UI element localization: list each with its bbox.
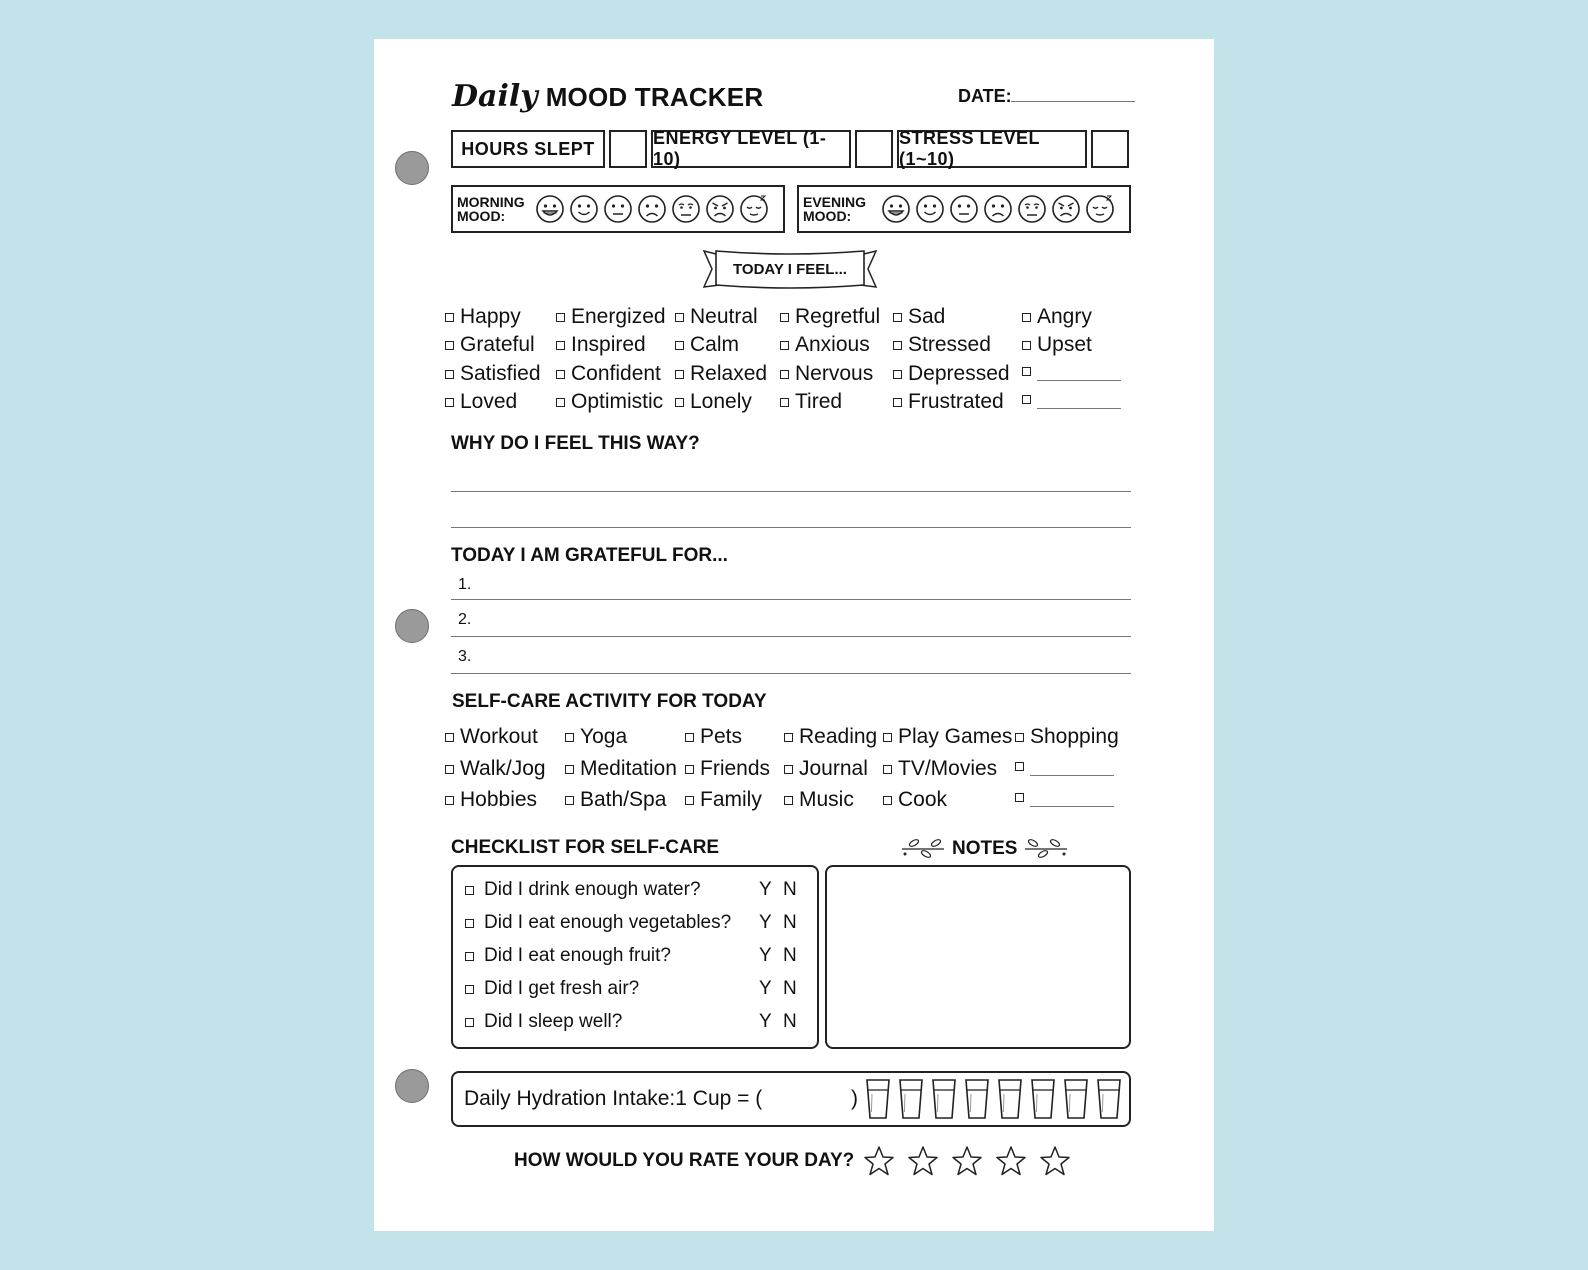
selfcare-option-shopping[interactable] (1015, 725, 1119, 749)
checkbox[interactable] (565, 796, 574, 805)
option-label: Happy (460, 305, 521, 328)
option-label: Yoga (580, 725, 628, 748)
option-label: Shopping (1030, 725, 1119, 748)
option-label: Satisfied (460, 362, 541, 385)
hours-slept-label: HOURS SLEPT (451, 130, 605, 168)
checkbox[interactable] (556, 341, 565, 350)
checkbox[interactable] (883, 733, 892, 742)
feel-option-confident[interactable] (556, 362, 661, 386)
checkbox[interactable] (465, 1018, 474, 1027)
option-label: Reading (799, 725, 878, 748)
option-label: Workout (460, 725, 538, 748)
notes-box[interactable] (825, 865, 1131, 1049)
feel-option-calm[interactable] (675, 333, 739, 357)
water-cup-icon[interactable] (898, 1078, 924, 1120)
checklist-title: CHECKLIST FOR SELF-CARE (451, 837, 720, 858)
option-label: Grateful (460, 333, 535, 356)
checkbox[interactable] (685, 796, 694, 805)
stress-level-label: STRESS LEVEL (1~10) (897, 130, 1087, 168)
binder-hole-middle (395, 609, 429, 643)
option-label: Tired (795, 390, 843, 413)
frowning-face-icon[interactable] (637, 194, 667, 224)
selfcare-option-pets[interactable] (685, 725, 742, 749)
date-label: DATE: (958, 86, 1012, 106)
option-label: Friends (700, 757, 771, 780)
checkbox[interactable] (784, 733, 793, 742)
hydration-close-paren: ) (851, 1087, 858, 1110)
feel-option-nervous[interactable] (780, 362, 873, 386)
checklist-item[interactable] (465, 912, 731, 934)
checkbox[interactable] (1015, 733, 1024, 742)
checkbox[interactable] (465, 952, 474, 961)
date-field[interactable] (1011, 101, 1135, 102)
notes-title-wrap (900, 837, 1069, 861)
selfcare-option-blank-2[interactable] (1015, 788, 1114, 807)
feel-option-upset[interactable] (1022, 333, 1092, 357)
checkbox[interactable] (556, 313, 565, 322)
feel-option-depressed[interactable] (893, 362, 1010, 386)
selfcare-option-music[interactable] (784, 788, 854, 812)
option-label: Nervous (795, 362, 874, 385)
selfcare-option-blank-1[interactable] (1015, 757, 1114, 776)
morning-label-line1: MORNING (457, 194, 525, 210)
checkbox[interactable] (780, 313, 789, 322)
selfcare-option-workout[interactable] (445, 725, 538, 749)
selfcare-option-reading[interactable] (784, 725, 877, 749)
no-option[interactable]: N (783, 1011, 797, 1032)
option-label: Loved (460, 390, 518, 413)
option-label: Journal (799, 757, 868, 780)
water-cup-icon[interactable] (1030, 1078, 1056, 1120)
binder-hole-bottom (395, 1069, 429, 1103)
why-line-2[interactable] (451, 527, 1131, 528)
checkbox[interactable] (465, 985, 474, 994)
feel-option-stressed[interactable] (893, 333, 991, 357)
feel-option-frustrated[interactable] (893, 390, 1004, 414)
checklist-box (451, 865, 819, 1049)
option-label: Hobbies (460, 788, 538, 811)
grateful-number-3: 3. (458, 648, 472, 665)
yes-option[interactable]: Y (759, 879, 772, 900)
checkbox[interactable] (1022, 367, 1031, 376)
checkbox[interactable] (784, 796, 793, 805)
checkbox[interactable] (675, 341, 684, 350)
water-cup-icon[interactable] (865, 1078, 891, 1120)
no-option[interactable]: N (783, 912, 797, 933)
feel-option-loved[interactable] (445, 390, 517, 414)
option-label: Neutral (690, 305, 758, 328)
option-label: Frustrated (908, 390, 1004, 413)
checkbox[interactable] (556, 398, 565, 407)
neutral-face-icon[interactable] (603, 194, 633, 224)
checkbox[interactable] (893, 341, 902, 350)
option-label: Sad (908, 305, 946, 328)
morning-mood-box (451, 185, 785, 233)
checkbox[interactable] (675, 398, 684, 407)
option-label: TV/Movies (898, 757, 998, 780)
option-label: Stressed (908, 333, 991, 356)
selfcare-option-walk-jog[interactable] (445, 757, 546, 781)
rating-star-icon[interactable] (1039, 1145, 1071, 1177)
checkbox[interactable] (445, 341, 454, 350)
selfcare-option-cook[interactable] (883, 788, 947, 812)
selfcare-option-hobbies[interactable] (445, 788, 537, 812)
binder-hole-top (395, 151, 429, 185)
checkbox[interactable] (685, 765, 694, 774)
feel-option-inspired[interactable] (556, 333, 646, 357)
checkbox[interactable] (445, 370, 454, 379)
option-label: Cook (898, 788, 948, 811)
selfcare-title: SELF-CARE ACTIVITY FOR TODAY (452, 691, 767, 712)
feel-option-lonely[interactable] (675, 390, 752, 414)
feel-option-angry[interactable] (1022, 305, 1092, 329)
rate-day-question: HOW WOULD YOU RATE YOUR DAY? (514, 1150, 855, 1171)
checklist-item[interactable] (465, 945, 671, 967)
morning-faces (535, 194, 773, 224)
yes-option[interactable]: Y (759, 945, 772, 966)
checkbox[interactable] (685, 733, 694, 742)
feel-option-sad[interactable] (893, 305, 945, 329)
option-label: Energized (571, 305, 666, 328)
checkbox[interactable] (893, 313, 902, 322)
why-line-1[interactable] (451, 491, 1131, 492)
yes-option[interactable]: Y (759, 912, 772, 933)
feel-option-happy[interactable] (445, 305, 521, 329)
water-cup-icon[interactable] (1096, 1078, 1122, 1120)
morning-mood-label (457, 195, 535, 223)
blank-write-in-line[interactable] (1030, 788, 1114, 807)
grateful-line-2[interactable] (451, 636, 1131, 637)
rating-star-icon[interactable] (951, 1145, 983, 1177)
evening-label-line2: MOOD: (803, 208, 852, 224)
water-cup-icon[interactable] (964, 1078, 990, 1120)
grateful-title: TODAY I AM GRATEFUL FOR... (451, 545, 728, 566)
option-label: Optimistic (571, 390, 664, 413)
feel-option-neutral[interactable] (675, 305, 758, 329)
checklist-question: Did I sleep well? (484, 1011, 623, 1032)
water-cup-icon[interactable] (1063, 1078, 1089, 1120)
rating-star-icon[interactable] (907, 1145, 939, 1177)
checkbox[interactable] (893, 398, 902, 407)
checkbox[interactable] (1022, 395, 1031, 404)
option-label: Play Games (898, 725, 1013, 748)
checkbox[interactable] (780, 398, 789, 407)
angry-face-icon[interactable] (705, 194, 735, 224)
hydration-label: Daily Hydration Intake:1 Cup = ( (464, 1087, 763, 1110)
checkbox[interactable] (1022, 313, 1031, 322)
option-label: Upset (1037, 333, 1092, 356)
selfcare-option-journal[interactable] (784, 757, 868, 781)
grinning-face-icon[interactable] (881, 194, 911, 224)
selfcare-option-family[interactable] (685, 788, 762, 812)
angry-face-icon[interactable] (1051, 194, 1081, 224)
option-label: Depressed (908, 362, 1010, 385)
hydration-box (451, 1071, 1131, 1127)
checklist-question: Did I get fresh air? (484, 978, 640, 999)
leaf-branch-left-icon (900, 837, 946, 861)
checkbox[interactable] (780, 341, 789, 350)
no-option[interactable]: N (783, 879, 797, 900)
option-label: Relaxed (690, 362, 768, 385)
rating-star-icon[interactable] (995, 1145, 1027, 1177)
option-label: Calm (690, 333, 740, 356)
checklist-question: Did I eat enough fruit? (484, 945, 671, 966)
grateful-line-1[interactable] (451, 599, 1131, 600)
feel-option-satisfied[interactable] (445, 362, 541, 386)
checkbox[interactable] (1022, 341, 1031, 350)
selfcare-option-play-games[interactable] (883, 725, 1012, 749)
title-script: Daily (452, 79, 538, 114)
option-label: Pets (700, 725, 743, 748)
checkbox[interactable] (1015, 793, 1024, 802)
selfcare-option-yoga[interactable] (565, 725, 627, 749)
option-label: Meditation (580, 757, 677, 780)
checkbox[interactable] (465, 919, 474, 928)
checkbox[interactable] (565, 733, 574, 742)
evening-mood-box (797, 185, 1131, 233)
evening-mood-label (803, 195, 881, 223)
selfcare-option-friends[interactable] (685, 757, 770, 781)
option-label: Music (799, 788, 854, 811)
neutral-face-icon[interactable] (949, 194, 979, 224)
evening-faces (881, 194, 1119, 224)
checklist-item[interactable] (465, 1011, 622, 1033)
sleeping-face-icon[interactable] (739, 194, 769, 224)
checkbox[interactable] (883, 796, 892, 805)
morning-label-line2: MOOD: (457, 208, 506, 224)
option-label: Regretful (795, 305, 881, 328)
blank-write-in-line[interactable] (1030, 757, 1114, 776)
option-label: Anxious (795, 333, 870, 356)
energy-level-input[interactable] (855, 130, 893, 168)
feel-option-optimistic[interactable] (556, 390, 663, 414)
checkbox[interactable] (556, 370, 565, 379)
option-label: Bath/Spa (580, 788, 667, 811)
sleeping-face-icon[interactable] (1085, 194, 1115, 224)
checklist-question: Did I eat enough vegetables? (484, 912, 732, 933)
selfcare-option-meditation[interactable] (565, 757, 677, 781)
checkbox[interactable] (780, 370, 789, 379)
no-option[interactable]: N (783, 978, 797, 999)
selfcare-option-bath-spa[interactable] (565, 788, 666, 812)
checkbox[interactable] (445, 313, 454, 322)
checkbox[interactable] (565, 765, 574, 774)
feel-option-regretful[interactable] (780, 305, 880, 329)
checkbox[interactable] (465, 886, 474, 895)
water-cup-icon[interactable] (931, 1078, 957, 1120)
option-label: Family (700, 788, 762, 811)
leaf-branch-right-icon (1023, 837, 1069, 861)
grateful-number-1: 1. (458, 576, 472, 593)
no-option[interactable]: N (783, 945, 797, 966)
checkbox[interactable] (675, 370, 684, 379)
grateful-line-3[interactable] (451, 673, 1131, 674)
grateful-number-2: 2. (458, 611, 472, 628)
page-title (452, 79, 763, 114)
option-label: Lonely (690, 390, 752, 413)
feel-option-grateful[interactable] (445, 333, 535, 357)
rating-star-icon[interactable] (863, 1145, 895, 1177)
stress-level-input[interactable] (1091, 130, 1129, 168)
option-label: Confident (571, 362, 661, 385)
option-label: Inspired (571, 333, 646, 356)
checkbox[interactable] (445, 765, 454, 774)
worried-face-icon[interactable] (1017, 194, 1047, 224)
checklist-question: Did I drink enough water? (484, 879, 701, 900)
checkbox[interactable] (1015, 762, 1024, 771)
feel-option-anxious[interactable] (780, 333, 870, 357)
why-title: WHY DO I FEEL THIS WAY? (451, 433, 700, 454)
checkbox[interactable] (883, 765, 892, 774)
checklist-item[interactable] (465, 978, 639, 1000)
blank-write-in-line[interactable] (1037, 362, 1121, 381)
feel-option-blank-4[interactable] (1022, 390, 1121, 409)
feel-option-energized[interactable] (556, 305, 666, 329)
checkbox[interactable] (445, 398, 454, 407)
banner-text: TODAY I FEEL... (733, 261, 847, 278)
evening-label-line1: EVENING (803, 194, 867, 210)
feel-option-relaxed[interactable] (675, 362, 767, 386)
title-main: MOOD TRACKER (545, 82, 764, 112)
checkbox[interactable] (675, 313, 684, 322)
grinning-face-icon[interactable] (535, 194, 565, 224)
option-label: Walk/Jog (460, 757, 546, 780)
feel-option-tired[interactable] (780, 390, 842, 414)
selfcare-option-tv-movies[interactable] (883, 757, 997, 781)
today-i-feel-banner (700, 245, 880, 297)
water-cup-icon[interactable] (997, 1078, 1023, 1120)
checkbox[interactable] (445, 733, 454, 742)
checkbox[interactable] (784, 765, 793, 774)
frowning-face-icon[interactable] (983, 194, 1013, 224)
yes-option[interactable]: Y (759, 1011, 772, 1032)
blank-write-in-line[interactable] (1037, 390, 1121, 409)
checklist-item[interactable] (465, 879, 701, 901)
smiling-face-icon[interactable] (915, 194, 945, 224)
feel-option-blank-3[interactable] (1022, 362, 1121, 381)
option-label: Angry (1037, 305, 1092, 328)
checkbox[interactable] (445, 796, 454, 805)
worried-face-icon[interactable] (671, 194, 701, 224)
checkbox[interactable] (893, 370, 902, 379)
mood-tracker-page (374, 39, 1214, 1231)
yes-option[interactable]: Y (759, 978, 772, 999)
hours-slept-input[interactable] (609, 130, 647, 168)
energy-level-label: ENERGY LEVEL (1-10) (651, 130, 851, 168)
smiling-face-icon[interactable] (569, 194, 599, 224)
notes-title: NOTES (952, 838, 1018, 859)
